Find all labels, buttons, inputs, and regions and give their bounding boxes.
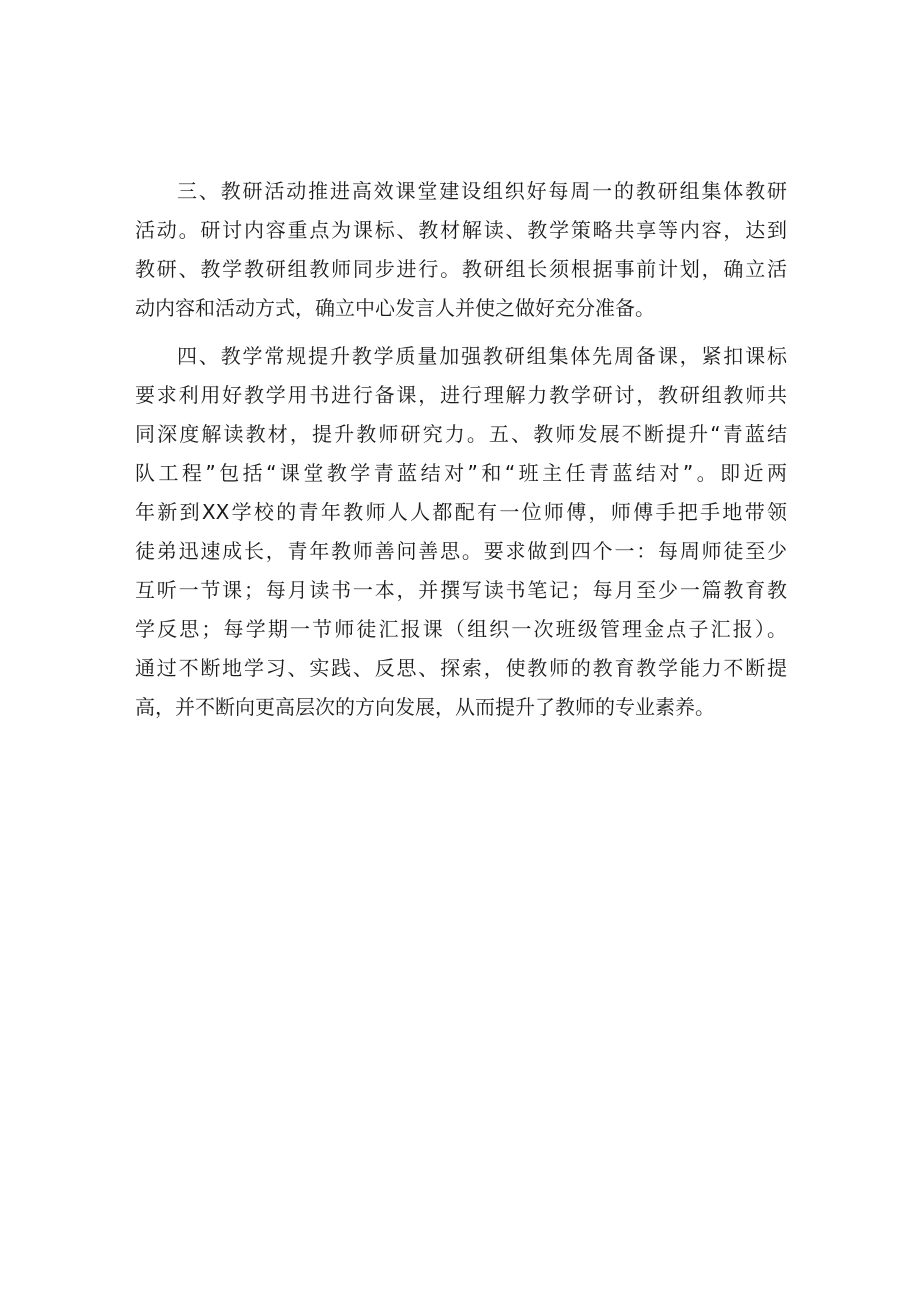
paragraph-line: 要求利用好教学用书进行备课，进行理解力教学研讨，教研组教师共 bbox=[135, 383, 787, 407]
paragraph-teaching-routine bbox=[135, 337, 787, 727]
paragraph-line: 徒弟迅速成长，青年教师善问善思。要求做到四个一：每周师徒至少 bbox=[135, 539, 787, 563]
paragraph-line: 教研、教学教研组教师同步进行。教研组长须根据事前计划，确立活 bbox=[135, 257, 787, 281]
paragraph-line: 互听一节课；每月读书一本，并撰写读书笔记；每月至少一篇教育教 bbox=[135, 578, 787, 602]
paragraph-line: 学反思；每学期一节师徒汇报课（组织一次班级管理金点子汇报）。 bbox=[135, 617, 787, 641]
paragraph-line: 队工程”包括“课堂教学青蓝结对”和“班主任青蓝结对”。即近两 bbox=[135, 461, 787, 485]
paragraph-line: 高，并不断向更高层次的方向发展，从而提升了教师的专业素养。 bbox=[135, 695, 715, 719]
paragraph-teaching-research bbox=[135, 172, 787, 328]
paragraph-line: 年新到XX学校的青年教师人人都配有一位师傅，师傅手把手地带领 bbox=[135, 500, 787, 524]
paragraph-line: 四、教学常规提升教学质量加强教研组集体先周备课，紧扣课标 bbox=[177, 344, 787, 368]
paragraph-line: 活动。研讨内容重点为课标、教材解读、教学策略共享等内容，达到 bbox=[135, 218, 787, 242]
paragraph-line: 同深度解读教材，提升教师研究力。五、教师发展不断提升“青蓝结 bbox=[135, 422, 787, 446]
paragraph-line: 动内容和活动方式，确立中心发言人并使之做好充分准备。 bbox=[135, 296, 655, 320]
paragraph-line: 三、教研活动推进高效课堂建设组织好每周一的教研组集体教研 bbox=[177, 179, 787, 203]
document-body bbox=[135, 172, 787, 727]
paragraph-line: 通过不断地学习、实践、反思、探索，使教师的教育教学能力不断提 bbox=[135, 656, 787, 680]
